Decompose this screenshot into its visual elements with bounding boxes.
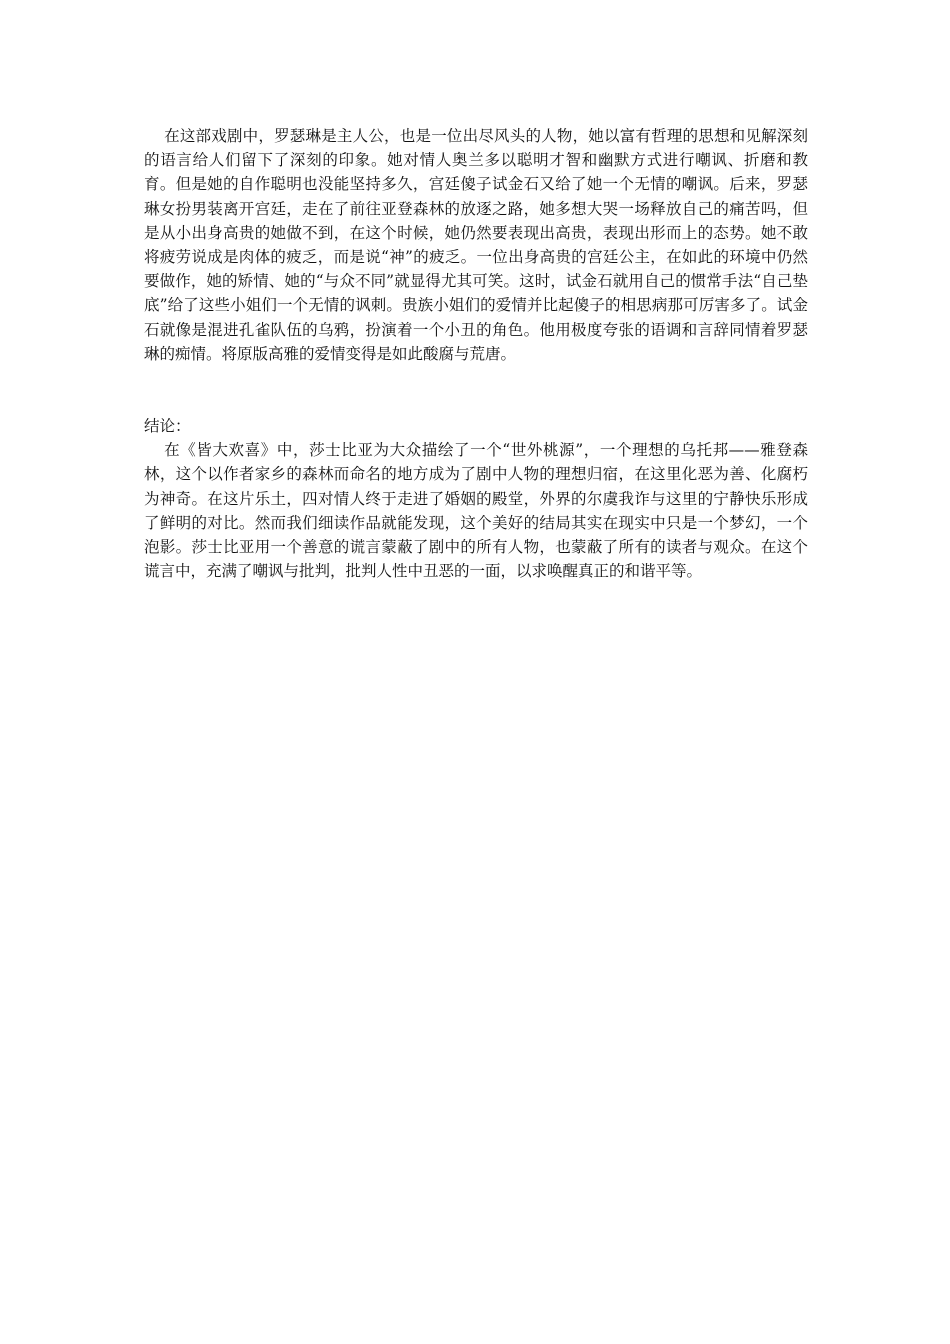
document-body — [144, 124, 808, 583]
body-paragraph-rosalind: 在这部戏剧中，罗瑟琳是主人公，也是一位出尽风头的人物，她以富有哲理的思想和见解深刻的语言给人们留下了深刻的印象。她对情人奥兰多以聪明才智和幽默方式进行嘲讽、折磨和教育。但是她的自作聪明也没能坚持多久，宫廷傻子试金石又给了她一个无情的嘲讽。后来，罗瑟琳女扮男装离开宫廷，走在了前往亚登森林的放逐之路，她多想大哭一场释放自己的痛苦吗，但是从小出身高贵的她做不到，在这个时候，她仍然要表现出高贵，表现出形而上的态势。她不敢将疲劳说成是肉体的疲乏，而是说“神”的疲乏。一位出身高贵的宫廷公主，在如此的环境中仍然要做作，她的矫情、她的“与众不同”就显得尤其可笑。这时，试金石就用自己的惯常手法“自己垫底”给了这些小姐们一个无情的讽刺。贵族小姐们的爱情并比起傻子的相思病那可厉害多了。试金石就像是混进孔雀队伍的乌鸦，扮演着一个小丑的角色。他用极度夸张的语调和言辞同情着罗瑟琳的痴情。将原版高雅的爱情变得是如此酸腐与荒唐。 — [144, 127, 808, 363]
conclusion-paragraph: 在《皆大欢喜》中，莎士比亚为大众描绘了一个“世外桃源”，一个理想的乌托邦——雅登森林，这个以作者家乡的森林而命名的地方成为了剧中人物的理想归宿，在这里化恶为善、化腐朽为神奇。在这片乐土，四对情人终于走进了婚姻的殿堂，外界的尔虞我诈与这里的宁静快乐形成了鲜明的对比。然而我们细读作品就能发现，这个美好的结局其实在现实中只是一个梦幻，一个泡影。莎士比亚用一个善意的谎言蒙蔽了剧中的所有人物，也蒙蔽了所有的读者与观众。在这个谎言中，充满了嘲讽与批判，批判人性中丑恶的一面，以求唤醒真正的和谐平等。 — [144, 441, 808, 581]
paragraph-spacer — [144, 366, 808, 414]
conclusion-heading: 结论： — [144, 417, 191, 436]
